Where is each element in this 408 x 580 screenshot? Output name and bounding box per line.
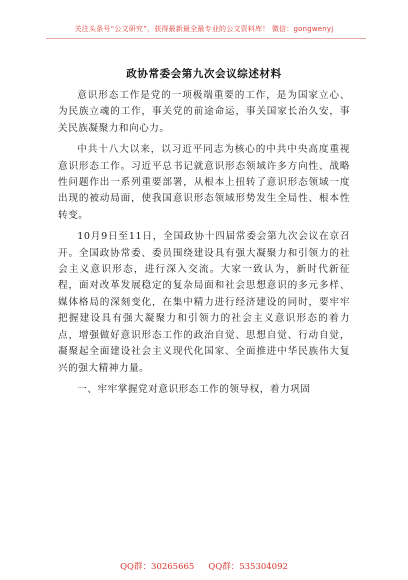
footer-qq-group-1: QQ群：30265665 bbox=[120, 562, 195, 572]
paragraph: 一、牢牢掌握党对意识形态工作的领导权，着力巩固 bbox=[77, 383, 311, 395]
header-notice: 关注头条号“公文研究”，获得最新最全最专业的公文资料库！ 微信：gongwenyj bbox=[74, 25, 334, 33]
document-body bbox=[58, 88, 350, 398]
header-divider bbox=[46, 38, 366, 39]
paragraph: 10月9日至11日，全国政协十四届常委会第九次会议在京召开。全国政协常委、委员围绕建设具有强大凝聚力和引领力的社会主义意识形态，进行深入交流。大家一致认为，新时代新征程，面对改革发展稳定的复杂局面和社会思想意识的多元多样、媒体格局的深刻变化，在集中精力进行经济建设的同时，要牢牢把握建设具有强大凝聚力和引领力的社会主义意识形态的着力点，增强做好意识形态工作的政治自觉、思想自觉、行动自觉，凝聚起全面建设社会主义现代化国家、全面推进中华民族伟大复兴的强大精神力量。 bbox=[58, 231, 350, 374]
paragraph: 意识形态工作是党的一项极端重要的工作，是为国家立心、为民族立魂的工作，事关党的前途命运，事关国家长治久安，事关民族凝聚力和向心力。 bbox=[58, 90, 350, 134]
footer-contacts bbox=[0, 560, 408, 572]
paragraph: 中共十八大以来，以习近平同志为核心的中共中央高度重视意识形态工作。习近平总书记就意识形态领域许多方向性、战略性问题作出一系列重要部署，从根本上扭转了意识形态领域一度出现的被动局面，使我国意识形态领域形势发生全局性、根本性转变。 bbox=[58, 144, 350, 221]
document-title: 政协常委会第九次会议综述材料 bbox=[126, 68, 282, 80]
footer-qq-group-2: QQ群：535304092 bbox=[208, 562, 288, 572]
